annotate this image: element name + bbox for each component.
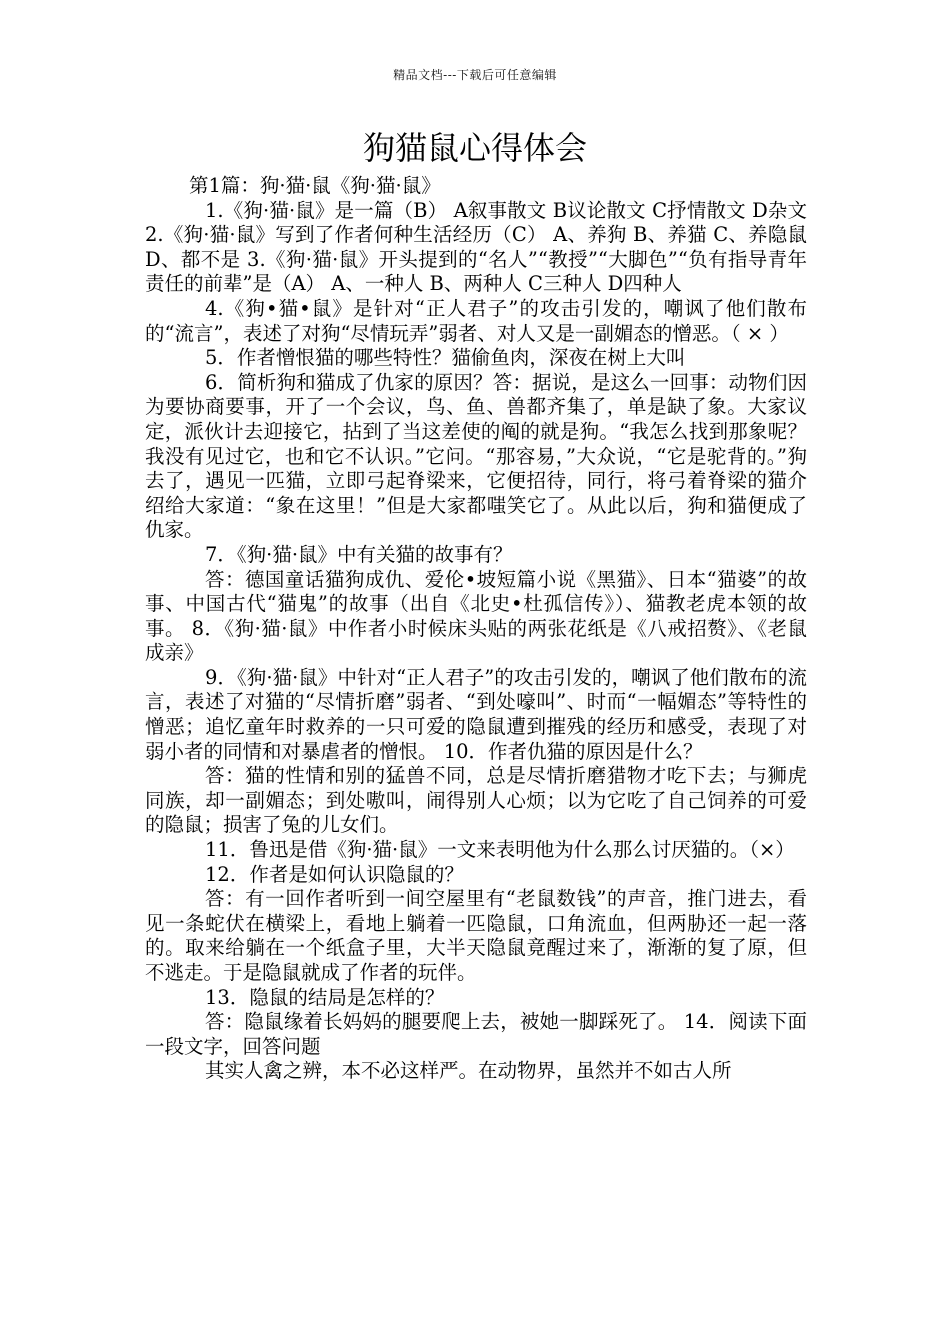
paragraph: 12．作者是如何认识隐鼠的？ [205, 862, 464, 886]
paragraph: 其实人禽之辨，本不必这样严。在动物界，虽然并不如古人所 [205, 1059, 732, 1083]
paragraph: 9．《狗·猫·鼠》中针对“正人君子”的攻击引发的，嘲讽了他们散布的流言，表述了对猫的“尽情折磨”弱者、“到处嚎叫”、时而“一幅媚态”等特性的憎恶；追忆童年时救养的一只可爱的隐鼠遭到摧残的经历和感受，表现了对弱小者的同情和对暴虐者的憎恨。 10．作者仇猫的原因是什么？ [145, 665, 807, 763]
paragraph: 答：猫的性情和别的猛兽不同，总是尽情折磨猎物才吃下去；与狮虎同族，却一副媚态；到处嗷叫，闹得别人心烦；以为它吃了自己饲养的可爱的隐鼠；损害了兔的儿女们。 [145, 764, 807, 837]
document-title: 狗猫鼠心得体会 [362, 129, 587, 167]
paragraph: 11．鲁迅是借《狗·猫·鼠》一文来表明他为什么那么讨厌猫的。（×） [205, 838, 795, 862]
paragraph: 第1篇：狗·猫·鼠《狗·猫·鼠》 [189, 174, 441, 197]
paragraph: 答：隐鼠缘着长妈妈的腿要爬上去，被她一脚踩死了。 14．阅读下面一段文字，回答问题 [145, 1010, 807, 1058]
paragraph: 6．简析狗和猫成了仇家的原因？答：据说，是这么一回事：动物们因为要协商要事，开了一个会议，鸟、鱼、兽都齐集了，单是缺了象。大家议定，派伙计去迎接它，拈到了当这差使的阄的就是狗。“我怎么找到那象呢？我没有见过它，也和它不认识。”它问。“那容易，”大众说，“它是驼背的。”狗去了，遇见一匹猫，立即弓起脊梁来，它便招待，同行，将弓着脊梁的猫介绍给大家道：“象在这里！”但是大家都嗤笑它了。从此以后，狗和猫便成了仇家。 [145, 370, 807, 542]
paragraph: 4.《狗•猫•鼠》是针对“正人君子”的攻击引发的，嘲讽了他们散布的“流言”，表述了对狗“尽情玩弄”弱者、对人又是一副媚态的憎恶。（ × ） [145, 296, 807, 345]
document-body [145, 174, 807, 1084]
page-header: 精品文档---下载后可任意编辑 [393, 68, 557, 82]
paragraph: 5．作者憎恨猫的哪些特性？猫偷鱼肉，深夜在树上大叫 [205, 346, 686, 370]
paragraph: 1.《狗·猫·鼠》是一篇（B） A叙事散文 B议论散文 C抒情散文 D杂文 2.《狗·猫·鼠》写到了作者何种生活经历（C） A、养狗 B、养猫 C、养隐鼠 D、都不是 3.《狗·猫·鼠》开头提到的“名人”“教授”“大脚色”“负有指导青年责任的前辈”是（A） A、一种人 B、两种人 C三种人 D四种人 [145, 198, 807, 296]
paragraph: 答：有一回作者听到一间空屋里有“老鼠数钱”的声音，推门进去，看见一条蛇伏在横梁上，看地上躺着一匹隐鼠，口角流血，但两胁还一起一落的。取来给躺在一个纸盒子里，大半天隐鼠竟醒过来了，渐渐的复了原，但不逃走。于是隐鼠就成了作者的玩伴。 [145, 887, 807, 984]
paragraph: 答：德国童话猫狗成仇、爱伦•坡短篇小说《黑猫》、日本“猫婆”的故事、中国古代“猫鬼”的故事（出自《北史•杜孤信传》）、猫教老虎本领的故事。 8．《狗·猫·鼠》中作者小时候床头贴的两张花纸是《八戒招赘》、《老鼠成亲》 [145, 567, 807, 665]
paragraph: 13．隐鼠的结局是怎样的？ [205, 985, 445, 1009]
paragraph: 7．《狗·猫·鼠》中有关猫的故事有？ [205, 542, 513, 566]
